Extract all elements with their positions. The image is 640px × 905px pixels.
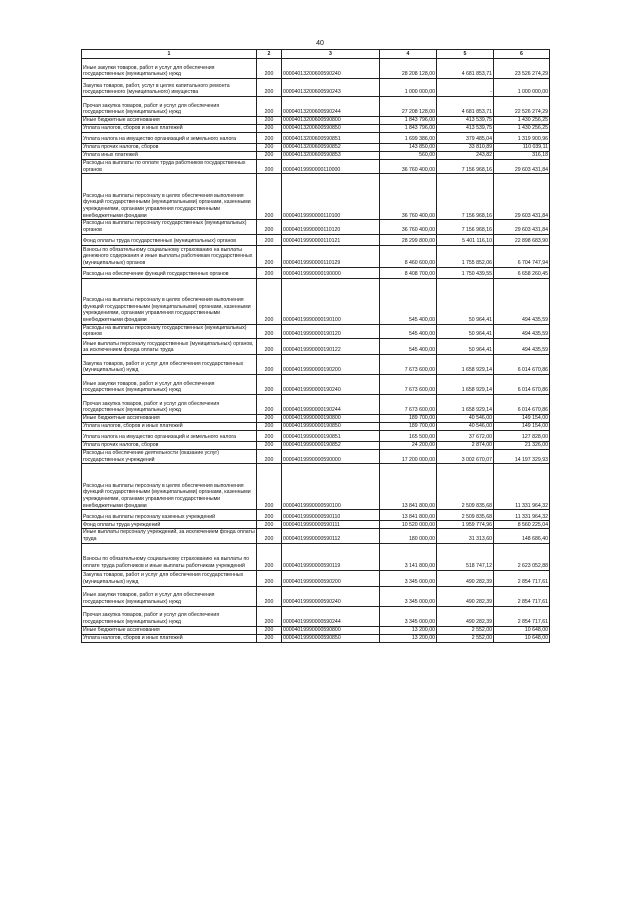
- table-row: [82, 430, 550, 441]
- budget-classification-code: 00004013200600590851: [282, 133, 380, 144]
- approved-amount: 1 843 796,00: [380, 117, 437, 125]
- row-code-cell: 200: [257, 354, 282, 374]
- approved-amount: 13 200,00: [380, 634, 437, 642]
- budget-execution-table: [81, 49, 550, 643]
- row-name-cell: Уплата налога на имущество организаций и земельного налога: [82, 133, 257, 144]
- budget-classification-code: 00004019990000110100: [282, 174, 380, 220]
- executed-amount: 1 658 929,14: [437, 374, 494, 394]
- row-name-cell: Закупка товаров, работ, услуг в целях капитального ремонта государственного (муниципального) имущества: [82, 79, 257, 97]
- unexecuted-amount: 6 704 747,94: [494, 245, 550, 267]
- row-name-cell: Иные закупки товаров, работ и услуг для обеспечения государственных (муниципальных) нужд: [82, 59, 257, 79]
- budget-classification-code: 00004013200600590852: [282, 144, 380, 152]
- row-name-cell: Иные бюджетные ассигнования: [82, 117, 257, 125]
- budget-classification-code: 00004019990000190850: [282, 422, 380, 430]
- row-code-cell: 200: [257, 59, 282, 79]
- budget-classification-code: 00004019990000590112: [282, 529, 380, 543]
- executed-amount: 40 546,00: [437, 414, 494, 422]
- row-code-cell: 200: [257, 97, 282, 117]
- unexecuted-amount: 11 331 964,32: [494, 510, 550, 521]
- row-name-cell: Уплата налогов, сборов и иных платежей: [82, 422, 257, 430]
- table-row: [82, 245, 550, 267]
- budget-classification-code: 00004019990000590111: [282, 521, 380, 529]
- executed-amount: 2 509 835,68: [437, 464, 494, 510]
- table-row: [82, 174, 550, 220]
- page-number: 40: [316, 40, 324, 47]
- row-code-cell: 200: [257, 529, 282, 543]
- executed-amount: 1 658 929,14: [437, 394, 494, 414]
- approved-amount: 189 700,00: [380, 422, 437, 430]
- executed-amount: 5 401 116,10: [437, 234, 494, 245]
- budget-classification-code: 00004019990000190852: [282, 441, 380, 449]
- row-code-cell: 200: [257, 278, 282, 324]
- table-row: [82, 338, 550, 354]
- row-code-cell: 200: [257, 174, 282, 220]
- budget-classification-code: 00004019990000190122: [282, 338, 380, 354]
- budget-classification-code: 00004019990000110000: [282, 160, 380, 174]
- unexecuted-amount: 494 435,59: [494, 338, 550, 354]
- unexecuted-amount: 2 854 717,61: [494, 606, 550, 626]
- executed-amount: 1 658 929,14: [437, 354, 494, 374]
- row-name-cell: Расходы на выплаты персоналу в целях обеспечения выполнения функций государственными (муниципальными) органами, казенными учреждениями, органами управления государственными внебюджетными фондами: [82, 278, 257, 324]
- unexecuted-amount: 316,18: [494, 152, 550, 160]
- unexecuted-amount: 22 526 274,29: [494, 97, 550, 117]
- executed-amount: 2 552,00: [437, 634, 494, 642]
- row-name-cell: Иные выплаты персоналу учреждений, за исключением фонда оплаты труда: [83, 529, 255, 542]
- executed-amount: 1 959 774,96: [437, 521, 494, 529]
- unexecuted-amount: 148 686,40: [494, 529, 550, 543]
- row-code-cell: 200: [257, 464, 282, 510]
- approved-amount: 3 345 000,00: [380, 606, 437, 626]
- row-code-cell: 200: [257, 422, 282, 430]
- budget-classification-code: 00004013200600590853: [282, 152, 380, 160]
- column-header: 3: [282, 50, 380, 59]
- budget-classification-code: 00004019990000190000: [282, 267, 380, 278]
- row-name-cell: Расходы на выплаты персоналу в целях обеспечения выполнения функций государственными (муниципальными) органами, казенными учреждениями, органами управления государственными внебюджетными фондами: [82, 174, 257, 220]
- approved-amount: 189 700,00: [380, 414, 437, 422]
- approved-amount: 24 200,00: [380, 441, 437, 449]
- unexecuted-amount: 149 154,00: [494, 414, 550, 422]
- row-name-cell: Прочая закупка товаров, работ и услуг для обеспечения государственных (муниципальных) нужд: [82, 606, 257, 626]
- row-name-cell: Расходы на обеспечение функций государственных органов: [82, 267, 257, 278]
- row-name-cell: Фонд оплаты труда учреждений: [82, 521, 257, 529]
- table-row: [82, 441, 550, 449]
- budget-classification-code: 00004019990000590240: [282, 586, 380, 606]
- row-name-cell: Иные выплаты персоналу государственных (муниципальных) органов, за исключением фонда оплаты труда: [82, 338, 257, 354]
- row-code-cell: 200: [257, 245, 282, 267]
- budget-classification-code: 00004019990000590100: [282, 464, 380, 510]
- budget-classification-code: 00004019990000110120: [282, 220, 380, 234]
- unexecuted-amount: 494 435,59: [494, 278, 550, 324]
- table-row: [82, 354, 550, 374]
- table-row: [82, 464, 550, 510]
- executed-amount: 37 672,00: [437, 430, 494, 441]
- approved-amount: 13 841 800,00: [380, 510, 437, 521]
- row-code-cell: 200: [257, 430, 282, 441]
- executed-amount: 379 485,04: [437, 133, 494, 144]
- row-code-cell: 200: [257, 160, 282, 174]
- row-code-cell: 200: [257, 79, 282, 97]
- budget-classification-code: 00004019990000590850: [282, 634, 380, 642]
- row-name-cell: Расходы на выплаты персоналу государственных (муниципальных) органов: [82, 220, 257, 234]
- table-row: [82, 529, 550, 543]
- row-code-cell: 200: [257, 441, 282, 449]
- unexecuted-amount: 11 331 964,32: [494, 464, 550, 510]
- executed-amount: 2 552,00: [437, 626, 494, 634]
- row-name-cell: Уплата налогов, сборов и иных платежей: [82, 125, 257, 133]
- approved-amount: 3 345 000,00: [380, 570, 437, 586]
- row-code-cell: 200: [257, 634, 282, 642]
- row-name-cell: Иные бюджетные ассигнования: [82, 626, 257, 634]
- approved-amount: 545 400,00: [380, 324, 437, 338]
- unexecuted-amount: 2 854 717,61: [494, 586, 550, 606]
- budget-classification-code: 00004019990000590119: [282, 543, 380, 570]
- unexecuted-amount: 29 603 431,84: [494, 220, 550, 234]
- approved-amount: 3 141 800,00: [380, 543, 437, 570]
- executed-amount: 50 964,41: [437, 338, 494, 354]
- unexecuted-amount: 6 658 260,45: [494, 267, 550, 278]
- budget-classification-code: 00004019990000190200: [282, 354, 380, 374]
- approved-amount: 36 760 400,00: [380, 174, 437, 220]
- row-code-cell: 200: [257, 125, 282, 133]
- approved-amount: 3 345 000,00: [380, 586, 437, 606]
- executed-amount: 490 282,39: [437, 570, 494, 586]
- row-name-cell: Уплата прочих налогов, сборов: [82, 441, 257, 449]
- column-header: 5: [437, 50, 494, 59]
- row-code-cell: 200: [257, 338, 282, 354]
- budget-classification-code: 00004013200600590243: [282, 79, 380, 97]
- row-name-cell: Прочая закупка товаров, работ и услуг для обеспечения государственных (муниципальных) нужд: [82, 394, 257, 414]
- budget-classification-code: 00004019990000190240: [282, 374, 380, 394]
- approved-amount: 8 408 700,00: [380, 267, 437, 278]
- unexecuted-amount: 10 648,00: [494, 634, 550, 642]
- row-name-cell: Расходы на выплаты персоналу государственных (муниципальных) органов: [82, 324, 257, 338]
- table-row: [82, 606, 550, 626]
- column-header: 4: [380, 50, 437, 59]
- table-row: [82, 521, 550, 529]
- unexecuted-amount: 1 430 256,25: [494, 125, 550, 133]
- budget-classification-code: 00004013200600590800: [282, 117, 380, 125]
- approved-amount: 7 673 600,00: [380, 394, 437, 414]
- budget-classification-code: 00004019990000590244: [282, 606, 380, 626]
- unexecuted-amount: 29 603 431,84: [494, 160, 550, 174]
- budget-classification-code: 00004019990000190244: [282, 394, 380, 414]
- row-name-cell: Уплата налогов, сборов и иных платежей: [82, 634, 257, 642]
- budget-classification-code: 00004019990000110129: [282, 245, 380, 267]
- approved-amount: 1 000 000,00: [380, 79, 437, 97]
- table-row: [82, 152, 550, 160]
- table-row: [82, 117, 550, 125]
- row-code-cell: 200: [257, 543, 282, 570]
- row-code-cell: 200: [257, 521, 282, 529]
- row-name-cell: Уплата иных платежей: [82, 152, 257, 160]
- row-name-cell: Закупка товаров, работ и услуг для обеспечения государственных (муниципальных) нужд: [82, 570, 257, 586]
- unexecuted-amount: 23 526 274,29: [494, 59, 550, 79]
- row-name-cell: Уплата прочих налогов, сборов: [82, 144, 257, 152]
- row-name-cell: Расходы на выплаты персоналу казенных учреждений: [82, 510, 257, 521]
- table-row: [82, 234, 550, 245]
- table-row: [82, 626, 550, 634]
- executed-amount: 413 539,75: [437, 117, 494, 125]
- row-code-cell: 200: [257, 570, 282, 586]
- table-row: [82, 570, 550, 586]
- table-row: [82, 133, 550, 144]
- executed-amount: 518 747,12: [437, 543, 494, 570]
- budget-classification-code: 00004013200600590850: [282, 125, 380, 133]
- unexecuted-amount: 6 014 670,86: [494, 394, 550, 414]
- approved-amount: 36 760 400,00: [380, 220, 437, 234]
- table-row: [82, 220, 550, 234]
- executed-amount: 490 282,39: [437, 606, 494, 626]
- unexecuted-amount: 2 854 717,61: [494, 570, 550, 586]
- approved-amount: 27 208 128,00: [380, 97, 437, 117]
- table-row: [82, 374, 550, 394]
- row-name-cell: Расходы на выплаты персоналу в целях обеспечения выполнения функций государственными (муниципальными) органами, казенными учреждениями, органами управления государственными внебюджетными фондами: [82, 464, 257, 510]
- approved-amount: 7 673 600,00: [380, 374, 437, 394]
- row-code-cell: 200: [257, 394, 282, 414]
- row-code-cell: 200: [257, 152, 282, 160]
- row-code-cell: 200: [257, 117, 282, 125]
- row-name-cell: Взносы по обязательному социальному страхованию на выплаты по оплате труда работников и иные выплаты работникам учреждений: [82, 543, 257, 570]
- table-row: [82, 59, 550, 79]
- executed-amount: 50 964,41: [437, 324, 494, 338]
- approved-amount: 560,00: [380, 152, 437, 160]
- budget-classification-code: 00004019990000190800: [282, 414, 380, 422]
- budget-classification-code: 00004019990000590200: [282, 570, 380, 586]
- executed-amount: 4 681 853,71: [437, 59, 494, 79]
- unexecuted-amount: 14 197 329,93: [494, 449, 550, 463]
- approved-amount: 28 208 128,00: [380, 59, 437, 79]
- row-code-cell: 200: [257, 133, 282, 144]
- approved-amount: 7 673 600,00: [380, 354, 437, 374]
- unexecuted-amount: 110 039,11: [494, 144, 550, 152]
- approved-amount: 36 760 400,00: [380, 160, 437, 174]
- budget-classification-code: 00004019990000190851: [282, 430, 380, 441]
- approved-amount: 165 500,00: [380, 430, 437, 441]
- column-number-row: [82, 50, 550, 59]
- row-name-cell: Фонд оплаты труда государственных (муниципальных) органов: [82, 234, 257, 245]
- row-code-cell: 200: [257, 374, 282, 394]
- budget-classification-code: 00004013200600590244: [282, 97, 380, 117]
- table-row: [82, 586, 550, 606]
- unexecuted-amount: 21 326,00: [494, 441, 550, 449]
- unexecuted-amount: 22 898 683,90: [494, 234, 550, 245]
- table-row: [82, 634, 550, 642]
- row-code-cell: 200: [257, 144, 282, 152]
- row-name-cell: Взносы по обязательному социальному страхованию на выплаты денежного содержания и иные выплаты работникам государственных (муниципальных) органов: [82, 245, 257, 267]
- executed-amount: 7 156 968,16: [437, 220, 494, 234]
- table-row: [82, 125, 550, 133]
- executed-amount: 1 750 439,55: [437, 267, 494, 278]
- approved-amount: 8 460 600,00: [380, 245, 437, 267]
- budget-classification-code: 00004019990000590000: [282, 449, 380, 463]
- unexecuted-amount: 8 560 225,04: [494, 521, 550, 529]
- row-code-cell: 200: [257, 324, 282, 338]
- table-row: [82, 449, 550, 463]
- executed-amount: 243,82: [437, 152, 494, 160]
- approved-amount: 143 850,00: [380, 144, 437, 152]
- table-body: [82, 59, 550, 643]
- executed-amount: 2 874,00: [437, 441, 494, 449]
- row-name-cell: Закупка товаров, работ и услуг для обеспечения государственных (муниципальных) нужд: [82, 354, 257, 374]
- approved-amount: 10 520 000,00: [380, 521, 437, 529]
- row-code-cell: 200: [257, 414, 282, 422]
- approved-amount: 1 843 796,00: [380, 125, 437, 133]
- unexecuted-amount: 127 828,00: [494, 430, 550, 441]
- row-name-cell: Расходы на обеспечение деятельности (оказание услуг) государственных учреждений: [82, 449, 257, 463]
- row-name-cell: Расходы на выплаты по оплате труда работников государственных органов: [82, 160, 257, 174]
- unexecuted-amount: 2 623 052,88: [494, 543, 550, 570]
- column-header: 1: [82, 50, 257, 59]
- table-row: [82, 510, 550, 521]
- executed-amount: 2 509 835,68: [437, 510, 494, 521]
- column-header: 6: [494, 50, 550, 59]
- column-header: 2: [257, 50, 282, 59]
- budget-classification-code: 00004019990000110121: [282, 234, 380, 245]
- row-name-cell: Иные закупки товаров, работ и услуг для обеспечения государственных (муниципальных) нужд: [82, 374, 257, 394]
- executed-amount: 490 282,39: [437, 586, 494, 606]
- row-code-cell: 200: [257, 510, 282, 521]
- unexecuted-amount: 149 154,00: [494, 422, 550, 430]
- approved-amount: 545 400,00: [380, 278, 437, 324]
- row-code-cell: 200: [257, 449, 282, 463]
- approved-amount: 17 200 000,00: [380, 449, 437, 463]
- budget-classification-code: 00004019990000190100: [282, 278, 380, 324]
- unexecuted-amount: 494 435,59: [494, 324, 550, 338]
- budget-classification-code: 00004013200600590240: [282, 59, 380, 79]
- approved-amount: 545 400,00: [380, 338, 437, 354]
- table-row: [82, 79, 550, 97]
- unexecuted-amount: 6 014 670,86: [494, 374, 550, 394]
- unexecuted-amount: 1 430 256,25: [494, 117, 550, 125]
- row-code-cell: 200: [257, 586, 282, 606]
- executed-amount: 3 002 670,07: [437, 449, 494, 463]
- executed-amount: -: [437, 79, 494, 97]
- table-row: [82, 324, 550, 338]
- row-name-cell: Прочая закупка товаров, работ и услуг для обеспечения государственных (муниципальных) нужд: [82, 97, 257, 117]
- row-code-cell: 200: [257, 626, 282, 634]
- row-name-cell: Уплата налога на имущество организаций и земельного налога: [82, 430, 257, 441]
- executed-amount: 31 313,60: [437, 529, 494, 543]
- unexecuted-amount: 1 000 000,00: [494, 79, 550, 97]
- unexecuted-amount: 6 014 670,86: [494, 354, 550, 374]
- table-row: [82, 144, 550, 152]
- row-code-cell: 200: [257, 606, 282, 626]
- approved-amount: 1 699 386,00: [380, 133, 437, 144]
- table-row: [82, 394, 550, 414]
- executed-amount: 7 156 968,16: [437, 160, 494, 174]
- row-code-cell: 200: [257, 220, 282, 234]
- executed-amount: 413 539,75: [437, 125, 494, 133]
- table-row: [82, 543, 550, 570]
- table-row: [82, 160, 550, 174]
- unexecuted-amount: 1 319 900,96: [494, 133, 550, 144]
- approved-amount: 13 841 800,00: [380, 464, 437, 510]
- unexecuted-amount: 29 603 431,84: [494, 174, 550, 220]
- row-name-cell: Иные закупки товаров, работ и услуг для обеспечения государственных (муниципальных) нужд: [82, 586, 257, 606]
- approved-amount: 28 299 800,00: [380, 234, 437, 245]
- row-code-cell: 200: [257, 234, 282, 245]
- budget-classification-code: 00004019990000190120: [282, 324, 380, 338]
- executed-amount: 4 681 853,71: [437, 97, 494, 117]
- executed-amount: 1 755 852,06: [437, 245, 494, 267]
- row-name-cell: Иные бюджетные ассигнования: [82, 414, 257, 422]
- row-code-cell: 200: [257, 267, 282, 278]
- executed-amount: 33 810,89: [437, 144, 494, 152]
- table-row: [82, 414, 550, 422]
- executed-amount: 50 964,41: [437, 278, 494, 324]
- table-row: [82, 278, 550, 324]
- approved-amount: 13 200,00: [380, 626, 437, 634]
- executed-amount: 7 156 968,16: [437, 174, 494, 220]
- table-row: [82, 97, 550, 117]
- table-row: [82, 422, 550, 430]
- approved-amount: 180 000,00: [380, 529, 437, 543]
- table-row: [82, 267, 550, 278]
- unexecuted-amount: 10 648,00: [494, 626, 550, 634]
- executed-amount: 40 546,00: [437, 422, 494, 430]
- budget-classification-code: 00004019990000590800: [282, 626, 380, 634]
- budget-classification-code: 00004019990000590110: [282, 510, 380, 521]
